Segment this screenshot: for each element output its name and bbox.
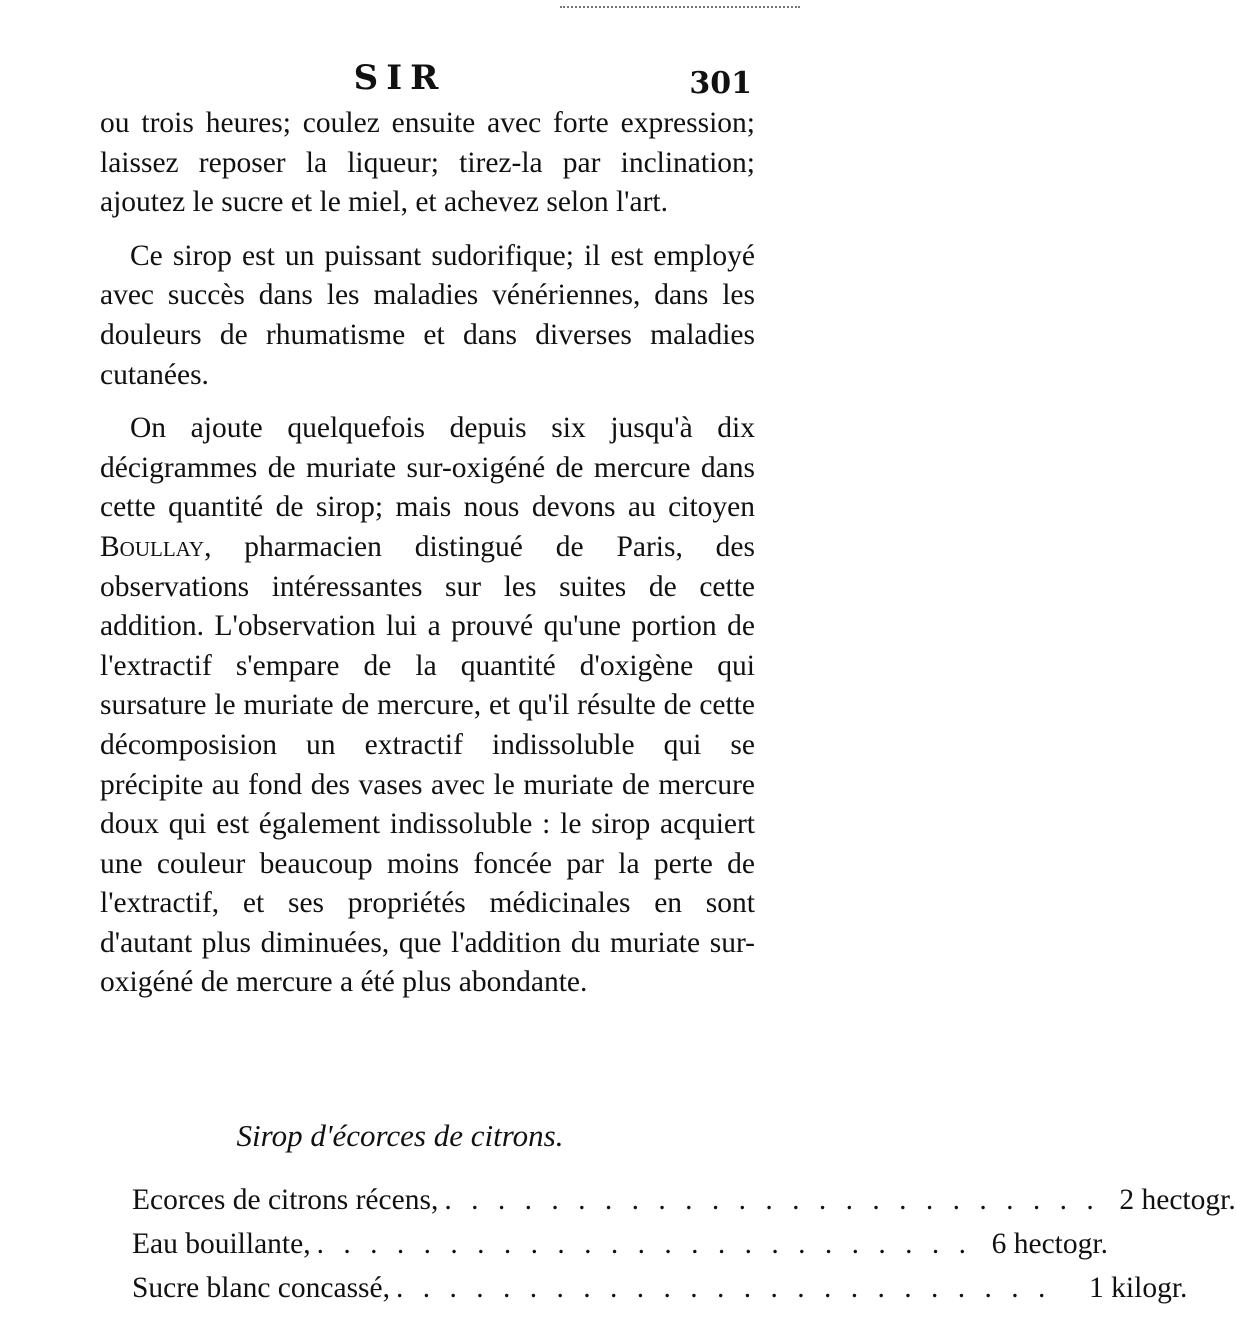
recipe-item [132,1178,1236,1222]
top-dotted-rule [560,6,800,8]
paragraph-3-part-1: On ajoute quelquefois depuis six jusqu'à dix décigrammes de muriate sur-oxigéné de mercure dans cette quantité de sirop; mais nous devons au citoyen [100,412,755,524]
recipe-list [132,1178,1236,1310]
recipe-item [132,1266,1188,1310]
page-number: 301 [689,66,752,101]
ingredient-quantity: 1 kilogr. [1089,1272,1188,1304]
running-header-title: SIR [353,58,447,98]
paragraph-3-part-2: , pharmacien distingué de Paris, des observations intéressantes sur les suites de cette addition. L'observation lui a prouvé qu'une portion de l'extractif s'empare de la quantité d'oxigène qui sursature le muriate de mercure, et qu'il résulte de cette décomposision un extractif indissoluble qui se précipite au fond des vases avec le muriate de mercure doux qui est également indissoluble : le sirop acquiert une couleur beaucoup moins foncée par la perte de l'extractif, et ses propriétés médicinales en sont d'autant plus diminuées, que l'addition du muriate sur-oxigéné de mercure a été plus abondante. [100,530,755,999]
dot-leader: . . . . . . . . . . . . . . . . . . . . . . . . . [396,1272,1052,1304]
ingredient-quantity: 6 hectogr. [991,1228,1108,1260]
paragraph-3 [100,409,755,1003]
ingredient-name: Sucre blanc concassé, [132,1272,391,1304]
dot-leader: . . . . . . . . . . . . . . . . . . . . . . . . . [316,1228,972,1260]
ingredient-name: Ecorces de citrons récens, [132,1184,439,1216]
paragraph-2: Ce sirop est un puissant sudorifique; il est employé avec succès dans les maladies vénériennes, dans les douleurs de rhumatisme et dans diverses maladies cutanées. [100,239,755,391]
recipe-item [132,1222,1108,1266]
ingredient-name: Eau bouillante, [132,1228,311,1260]
person-name-boullay: Boullay [100,530,205,563]
section-title: Sirop d'écorces de citrons. [236,1118,564,1153]
ingredient-quantity: 2 hectogr. [1119,1184,1236,1216]
paragraph-1: ou trois heures; coulez ensuite avec forte expression; laissez reposer la liqueur; tirez-la par inclination; ajoutez le sucre et le miel, et achevez selon l'art. [100,107,755,219]
body-text [100,104,755,1003]
dot-leader: . . . . . . . . . . . . . . . . . . . . . . . . . [444,1184,1100,1216]
